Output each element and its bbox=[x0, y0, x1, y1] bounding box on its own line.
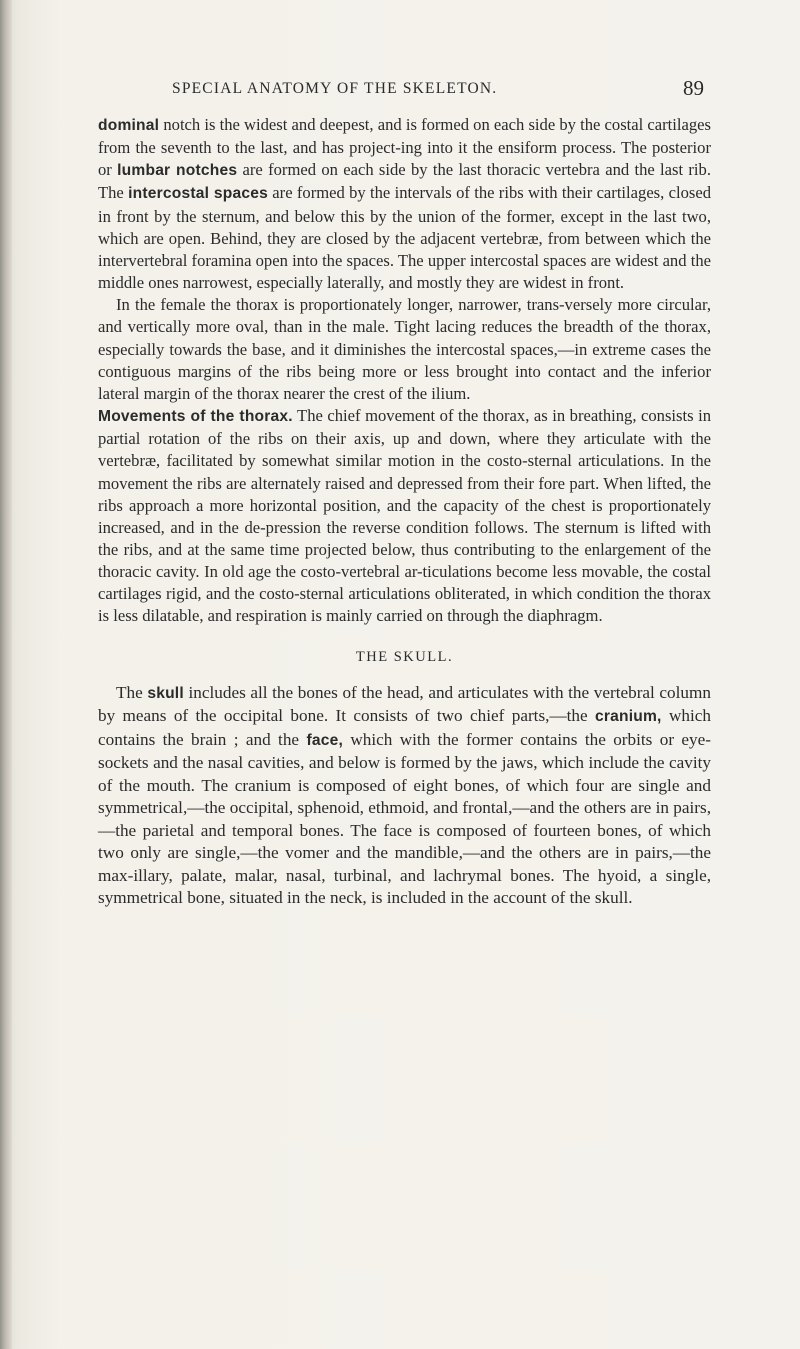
paragraph-text: which with the former contains the orbits or eye-sockets and the nasal cavities, and below is formed by the jaws, which include the cavity of the mouth. The cranium is composed of eight bones, of which four are single and symmetrical,—the occipital, sphenoid, ethmoid, and frontal,—and the others are in pairs,—the parietal and temporal bones. The face is composed of fourteen bones, of which two only are single,—the vomer and the mandible,—and the others are in pairs,—the max-illary, palate, malar, nasal, turbinal, and lachrymal bones. The hyoid, a single, symmetrical bone, situated in the neck, is included in the account of the skull. bbox=[98, 729, 711, 908]
term-movements-of-the-thorax: Movements of the thorax. bbox=[98, 408, 293, 426]
paragraph-text: which contains the brain ; and the bbox=[98, 706, 711, 749]
term-intercostal-spaces: intercostal spaces bbox=[128, 185, 268, 203]
paragraph-text: are formed by the intervals of the ribs with their cartilages, closed in front by the sternum, and below this by the union of the former, except in the last two, which are open. Behind, they are closed by the adjacent vertebræ, from between which the intervertebral foramina open into the spaces. The upper intercostal spaces are widest and the middle ones narrowest, especially laterally, and mostly they are widest in front. bbox=[98, 183, 711, 293]
paragraph-female-thorax: In the female the thorax is proportionately longer, narrower, trans-versely more circular, and vertically more oval, than in the male. Tight lacing reduces the breadth of the thorax, especially towards the base, and it diminishes the intercostal spaces,—in extreme cases the contiguous margins of the ribs being more or less brought into contact and the inferior lateral margin of the thorax nearer the crest of the ilium. bbox=[98, 295, 711, 403]
paragraph-text: The bbox=[116, 682, 148, 702]
paragraph-text: includes all the bones of the head, and articulates with the vertebral column by means of the occipital bone. It consists of two chief parts,—the bbox=[98, 682, 711, 726]
paragraph-movements bbox=[98, 405, 711, 628]
paragraph-text: notch is the widest and deepest, and is formed on each side by the costal cartilages from the seventh to the last, and has project-ing into it the ensiform process. The posterior or bbox=[98, 115, 711, 180]
paragraph-text: are formed on each side by the last thoracic vertebra and the last rib. The bbox=[98, 160, 711, 203]
term-face: face, bbox=[306, 731, 343, 749]
term-cranium: cranium, bbox=[595, 708, 662, 726]
term-dominal: dominal bbox=[98, 117, 160, 134]
term-lumbar-notches: lumbar notches bbox=[117, 162, 238, 180]
section-heading-skull: THE SKULL. bbox=[355, 648, 454, 665]
page-number: 89 bbox=[683, 76, 704, 100]
paragraph-skull bbox=[98, 682, 711, 910]
paragraph-text: The chief movement of the thorax, as in breathing, consists in partial rotation of the ribs on their axis, up and down, where they articulate with the vertebræ, facilitated by somewhat similar motion in the costo-sternal articulations. In the movement the ribs are alternately raised and depressed from their fore part. When lifted, the ribs approach a more horizontal position, and the capacity of the chest is proportionately increased, and in the de-pression the reverse condition follows. The sternum is lifted with the ribs, and at the same time projected below, thus contributing to the enlargement of the thoracic cavity. In old age the costo-vertebral ar-ticulations become less movable, the costal cartilages rigid, and the costo-sternal articulations obliterated, in which condition the thorax is less dilatable, and respiration is mainly carried on through the diaphragm. bbox=[98, 406, 711, 626]
body-text bbox=[98, 114, 711, 910]
term-skull: skull bbox=[147, 684, 184, 702]
paragraph-abdominal-notch bbox=[98, 114, 711, 294]
running-head: SPECIAL ANATOMY OF THE SKELETON. bbox=[172, 80, 498, 97]
page-header bbox=[0, 76, 800, 104]
page-gutter-shadow bbox=[0, 0, 12, 1349]
